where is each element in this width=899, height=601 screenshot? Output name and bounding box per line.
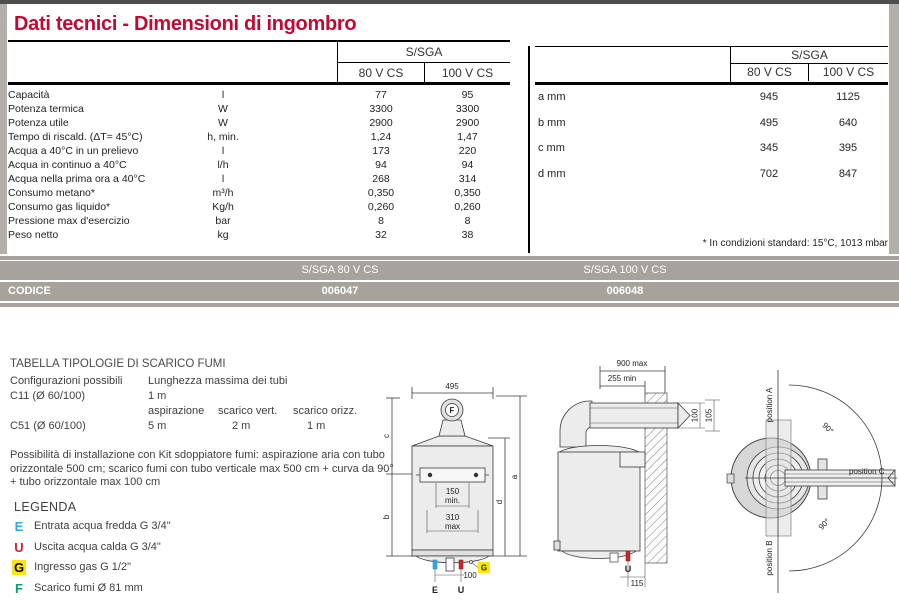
codice-label: CODICE: [8, 285, 51, 297]
table-row: [535, 113, 888, 139]
table-divider: [528, 46, 530, 253]
value-80vcs: 0,260: [367, 201, 395, 213]
splitter-kit-note: Possibilità di installazione con Kit sdoppiatore fumi: aspirazione aria con tubo orizzontale 500 cm; scarico fumi con tubo verticale max 500 cm + curva da 90° + tubo orizzontale max 100 cm: [10, 449, 394, 488]
table-row: [8, 88, 510, 102]
value-80vcs: 268: [372, 173, 390, 185]
value-100vcs: 95: [461, 89, 474, 101]
table-row: [8, 144, 510, 158]
row-label: b mm: [538, 116, 566, 129]
value-80vcs: 495: [759, 116, 779, 129]
value-100vcs: 8: [464, 215, 471, 227]
value-100vcs: 94: [461, 159, 474, 171]
value-80vcs: 94: [375, 159, 387, 171]
value-100vcs: 3300: [455, 103, 480, 115]
legend-text: Scarico fumi Ø 81 mm: [34, 582, 143, 594]
legend-key-e: E: [14, 518, 24, 534]
table-row: [8, 200, 510, 214]
row-unit: bar: [215, 215, 231, 227]
row-label: Capacità: [8, 89, 50, 101]
row-label: c mm: [538, 142, 565, 154]
flue-c51-scarico-vert: 2 m: [232, 420, 251, 432]
dim-col-header-100vcs: 100 V CS: [822, 65, 875, 79]
legend-text: Ingresso gas G 1/2": [34, 561, 131, 573]
value-100vcs: 640: [838, 116, 858, 129]
value-100vcs: 1125: [836, 91, 860, 103]
angle-90-upper: 90°: [820, 420, 836, 436]
legend-text: Uscita acqua calda G 3/4": [34, 541, 161, 553]
side-dim-100: 100: [690, 408, 700, 423]
legend-key-u: U: [14, 539, 24, 555]
dim-table-group-header: S/SGA: [731, 47, 888, 64]
row-label: Acqua a 40°C in un prelievo: [8, 145, 139, 157]
position-c-label: position C: [849, 467, 885, 476]
angle-90-lower: 90°: [816, 516, 832, 532]
value-80vcs: 8: [378, 215, 384, 227]
table-row: [8, 214, 510, 228]
value-100vcs: 0,260: [454, 201, 481, 213]
flue-config-c51: C51 (Ø 60/100): [10, 420, 86, 432]
code-100vcs: 006048: [606, 285, 644, 297]
bracket-dim-150: 150: [445, 487, 460, 496]
row-unit: l: [221, 173, 225, 185]
value-100vcs: 220: [458, 145, 477, 157]
table-row: [8, 186, 510, 200]
standard-conditions-footnote: * In condizioni standard: 15°C, 1013 mbar: [702, 238, 888, 249]
front-dim-a: a: [510, 474, 519, 480]
front-dim-c: c: [382, 434, 391, 438]
flue-pipe-terminal: [678, 403, 690, 428]
codes-band-bottom-strip: [0, 303, 899, 307]
row-unit: m³/h: [212, 187, 234, 199]
side-dim-105: 105: [704, 408, 714, 423]
tech-col-header-100vcs: 100 V CS: [441, 66, 494, 80]
row-unit: W: [218, 117, 228, 129]
row-unit: Kg/h: [212, 201, 234, 213]
bracket-dim-max-label: max: [444, 522, 461, 531]
legend-item-hot-water: [12, 539, 161, 555]
legend-title: LEGENDA: [14, 500, 77, 514]
tech-table-header: [8, 40, 510, 85]
value-100vcs: 0,350: [454, 187, 481, 199]
legend-item-cold-water: [12, 518, 171, 534]
flue-pipe: [590, 403, 678, 428]
value-100vcs: 38: [461, 229, 474, 241]
codes-band-top-strip: [0, 256, 899, 260]
row-label: Consumo metano*: [8, 187, 95, 199]
tech-col-header-80vcs: 80 V CS: [338, 63, 425, 84]
flue-c51-aspirazione: 5 m: [148, 420, 167, 432]
row-label: Acqua nella prima ora a 40°C: [8, 173, 146, 185]
table-row: [8, 172, 510, 186]
value-80vcs: 32: [375, 229, 387, 241]
tech-table-group-header: S/SGA: [338, 42, 510, 63]
dimensions-table-header: [535, 46, 888, 85]
front-dim-b: b: [382, 514, 391, 520]
bracket-dim-310: 310: [445, 513, 460, 522]
side-view-drawing: [550, 355, 740, 600]
codes-band-codice-row: [0, 282, 899, 301]
row-unit: l: [221, 145, 225, 157]
hot-water-stub-side: [626, 551, 630, 561]
front-port-g-label: G: [480, 563, 488, 573]
flue-elbow: [560, 401, 592, 447]
row-label: Consumo gas liquido*: [8, 201, 111, 213]
legend-item-gas-inlet: [12, 559, 131, 575]
tech-table-body: [8, 88, 510, 242]
value-100vcs: 1,47: [457, 131, 478, 143]
side-dim-115: 115: [630, 579, 644, 588]
side-port-u-label: U: [624, 564, 632, 574]
value-80vcs: 345: [759, 142, 779, 154]
value-80vcs: 77: [375, 89, 387, 101]
front-port-u-label: U: [457, 585, 465, 595]
value-80vcs: 0,350: [367, 187, 395, 199]
side-dim-255min: 255 min: [607, 374, 637, 383]
position-b-label: position B: [765, 540, 774, 576]
top-view-drawing: [725, 362, 899, 601]
dimensions-table-body: [535, 87, 888, 189]
left-edge-strip: [0, 4, 7, 254]
front-flue-f-label: F: [449, 406, 455, 415]
row-unit: kg: [217, 229, 229, 241]
legend-text: Entrata acqua fredda G 3/4": [34, 520, 171, 532]
value-100vcs: 314: [458, 173, 477, 185]
flue-c51-scarico-orizz: 1 m: [307, 420, 326, 432]
table-row: [535, 138, 888, 164]
value-80vcs: 3300: [369, 103, 393, 115]
dimensions-table: [535, 46, 888, 189]
table-row: [535, 164, 888, 190]
wall-bracket: [620, 452, 645, 467]
row-label: Peso netto: [8, 229, 59, 241]
flue-col2-header: Lunghezza massima dei tubi: [148, 375, 288, 387]
front-view-drawing: [380, 362, 530, 600]
row-label: Potenza utile: [8, 117, 69, 129]
codes-band-models-row: [0, 261, 899, 280]
front-dim-d: d: [495, 499, 504, 505]
hot-water-stub: [459, 560, 463, 569]
value-100vcs: 847: [838, 167, 858, 180]
row-unit: l/h: [217, 159, 229, 171]
flue-collar: [412, 436, 493, 446]
position-a-label: position A: [765, 387, 774, 423]
row-label: Acqua in continuo a 40°C: [8, 159, 127, 171]
flue-subheader-scarico-orizz: scarico orizz.: [293, 405, 358, 417]
value-80vcs: 173: [372, 145, 390, 157]
value-80vcs: 945: [759, 91, 779, 103]
flue-subheader-scarico-vert: scarico vert.: [218, 405, 278, 417]
top-edge-strip: [0, 0, 899, 4]
flue-config-c11: C11 (Ø 60/100): [10, 390, 86, 402]
value-80vcs: 1,24: [370, 131, 392, 143]
legend-item-flue-exhaust: [12, 580, 143, 596]
front-port-e-label: E: [431, 585, 439, 595]
flue-types-title: TABELLA TIPOLOGIE DI SCARICO FUMI: [10, 358, 226, 370]
row-unit: W: [218, 103, 228, 115]
table-row: [535, 87, 888, 113]
model-name-80vcs: S/SGA 80 V CS: [301, 264, 379, 276]
value-100vcs: 2900: [455, 117, 480, 129]
right-edge-strip: [889, 4, 899, 254]
front-bottom-dim-100: 100: [463, 571, 477, 580]
row-unit: l: [221, 89, 225, 101]
row-label: Pressione max d'esercizio: [8, 215, 130, 227]
row-label: a mm: [538, 91, 566, 103]
row-label: Tempo di riscald. (ΔT= 45°C): [8, 131, 143, 143]
flue-col1-header: Configurazioni possibili: [10, 375, 123, 387]
side-dim-900max: 900 max: [616, 359, 648, 368]
front-width-dim: 495: [445, 382, 459, 391]
dim-col-header-80vcs: 80 V CS: [731, 64, 809, 81]
row-label: d mm: [538, 167, 566, 180]
table-row: [8, 130, 510, 144]
cold-water-stub: [433, 560, 437, 569]
model-name-100vcs: S/SGA 100 V CS: [583, 264, 667, 276]
legend-key-f: F: [15, 580, 23, 596]
flue-subheader-aspirazione: aspirazione: [148, 405, 205, 417]
table-row: [8, 228, 510, 242]
value-100vcs: 395: [838, 142, 858, 154]
value-80vcs: 702: [759, 167, 779, 180]
flue-c11-length: 1 m: [148, 390, 167, 402]
row-label: Potenza termica: [8, 103, 84, 115]
value-80vcs: 2900: [369, 117, 393, 129]
row-unit: h, min.: [207, 131, 239, 143]
table-row: [8, 102, 510, 116]
legend-key-g: G: [14, 559, 25, 575]
bracket-dim-min-label: min.: [444, 496, 461, 505]
page-title: Dati tecnici - Dimensioni di ingombro: [14, 13, 357, 35]
table-row: [8, 158, 510, 172]
table-row: [8, 116, 510, 130]
code-80vcs: 006047: [321, 285, 359, 297]
